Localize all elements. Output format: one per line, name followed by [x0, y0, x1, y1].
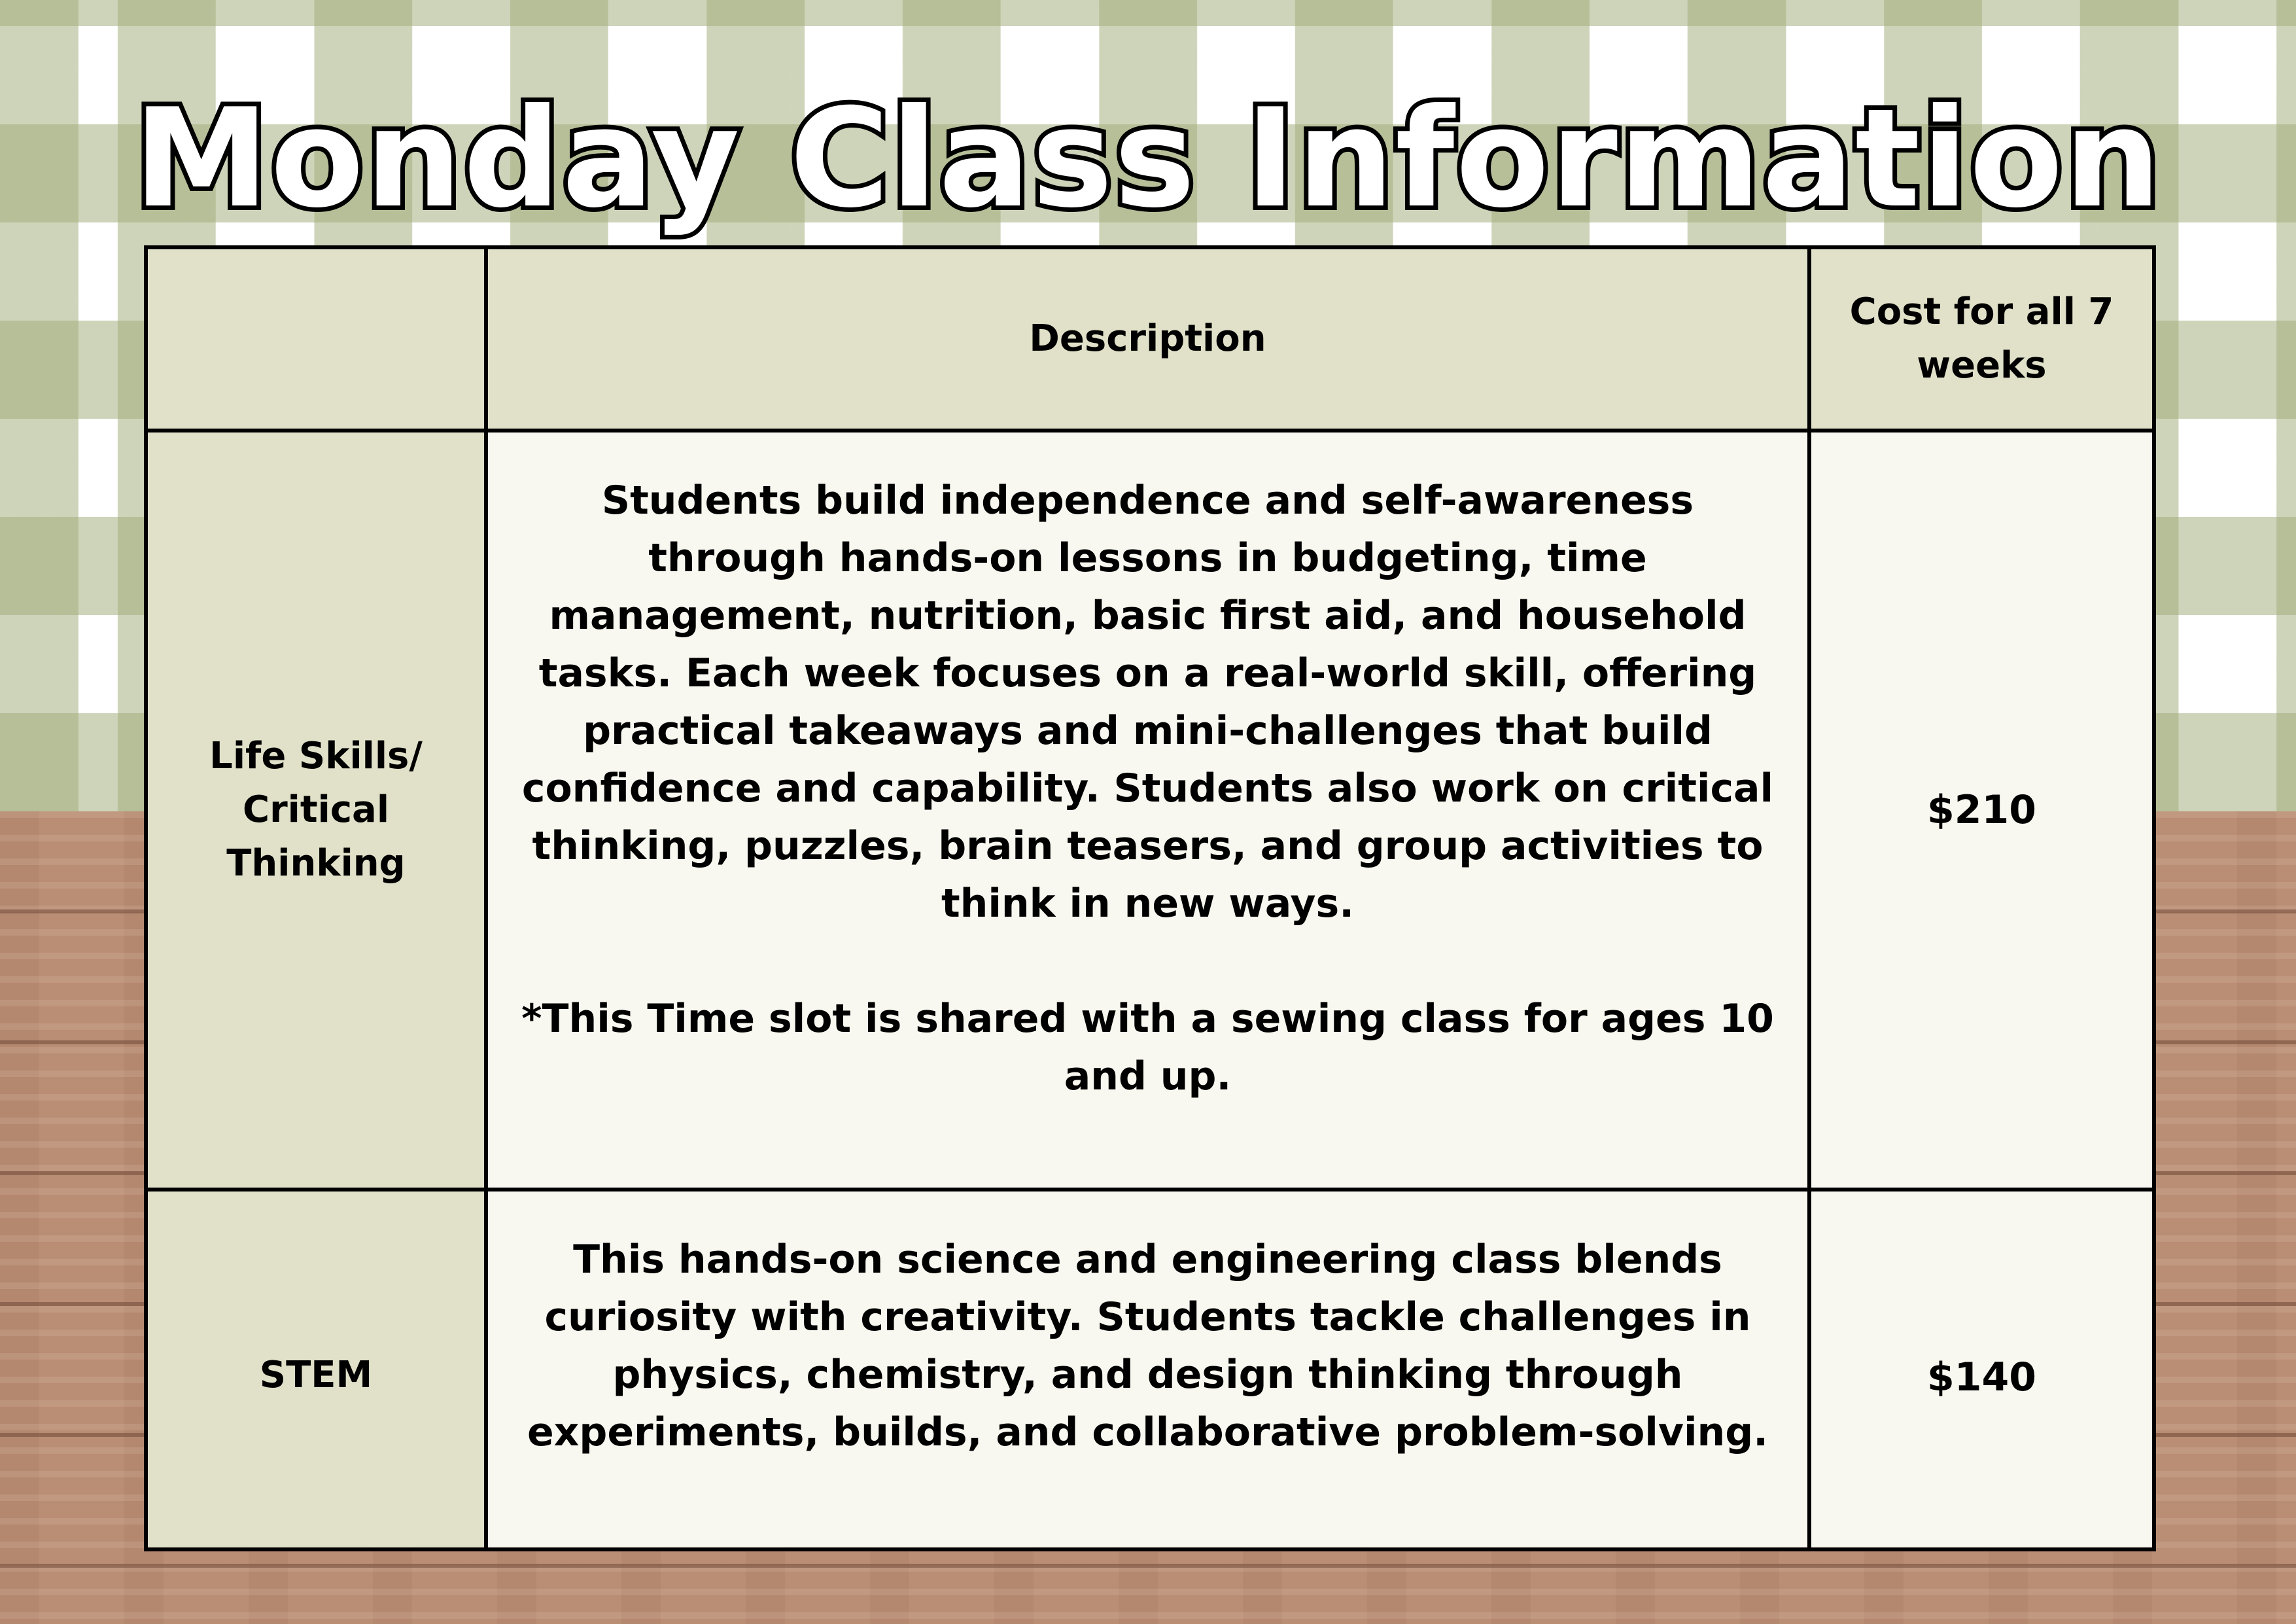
class-info-table — [144, 245, 2156, 1551]
table-header-row — [146, 247, 2154, 431]
header-class — [146, 247, 486, 431]
table-row — [146, 1190, 2154, 1549]
class-name: Life Skills/ Critical Thinking — [146, 431, 486, 1190]
description-text: This hands-on science and engineering class blends curiosity with creativity. Students tackle challenges in physics, chemistry, and design thinking through experiments, builds, and collaborative problem-solving. — [527, 1237, 1768, 1455]
class-description — [486, 1190, 1809, 1549]
header-description: Description — [486, 247, 1809, 431]
class-name: STEM — [146, 1190, 486, 1549]
description-text: Students build independence and self-awareness through hands-on lessons in budgeting, time management, nutrition, basic first aid, and household tasks. Each week focuses on a real-world skill, offering practical takeaways and mini-challenges that build confidence and capability. Students also work on critical thinking, puzzles, brain teasers, and group activities to think in new ways. — [521, 478, 1774, 927]
class-cost: $140 — [1809, 1190, 2154, 1549]
table-row — [146, 431, 2154, 1190]
header-cost: Cost for all 7 weeks — [1809, 247, 2154, 431]
page-title: Monday Class Information — [133, 80, 2163, 238]
class-description — [486, 431, 1809, 1190]
description-note: *This Time slot is shared with a sewing class for ages 10 and up. — [521, 996, 1774, 1099]
class-cost: $210 — [1809, 431, 2154, 1190]
